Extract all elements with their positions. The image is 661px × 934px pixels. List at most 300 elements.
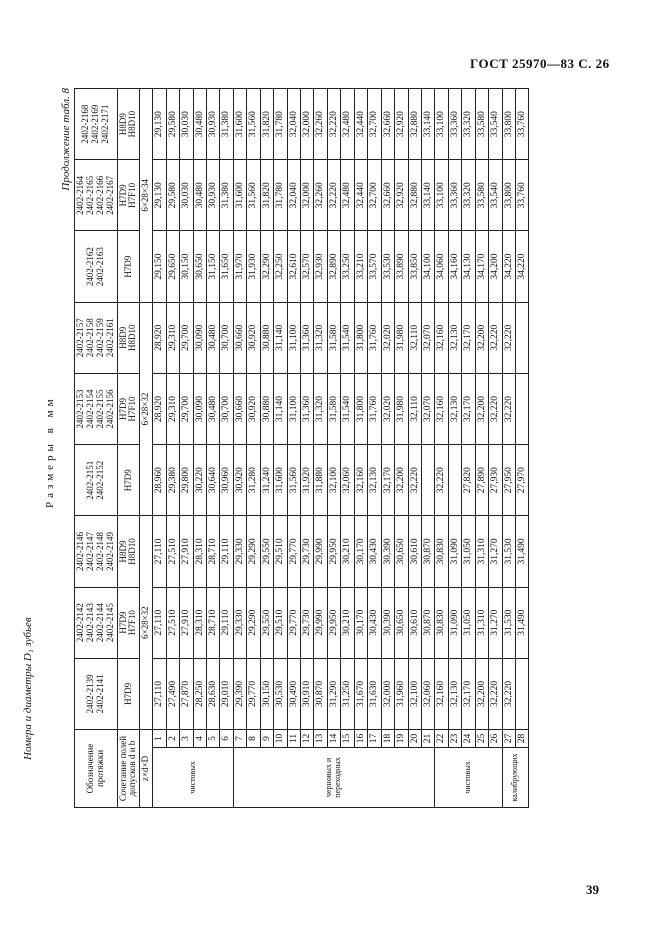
tooth-number: 24 — [462, 729, 475, 747]
tooth-number: 16 — [354, 729, 367, 747]
diameter-cell: 33,760 — [516, 160, 529, 231]
diameter-cell: 29,310 — [166, 302, 179, 373]
diameter-cell: 31,650 — [220, 231, 233, 302]
diameter-cell: 27,110 — [153, 658, 166, 729]
diameter-cell: 31,090 — [448, 587, 461, 658]
diameter-cell: 32,200 — [475, 302, 488, 373]
diameter-cell: 30,930 — [206, 160, 219, 231]
diameter-cell: 30,530 — [274, 658, 287, 729]
diameter-cell: 31,760 — [368, 373, 381, 444]
col-tol: H8D9 H8D10 — [117, 302, 140, 373]
diameter-cell: 32,020 — [381, 373, 394, 444]
diameter-cell: 29,130 — [153, 89, 166, 160]
diameter-cell: 31,050 — [462, 516, 475, 587]
table-row — [327, 89, 340, 808]
diameter-cell: 31,380 — [220, 89, 233, 160]
diameter-cell: 28,710 — [206, 516, 219, 587]
diameter-cell: 30,090 — [193, 302, 206, 373]
diameter-cell: 31,920 — [301, 445, 314, 516]
table-row — [381, 89, 394, 808]
diameter-cell: 29,700 — [180, 302, 193, 373]
diameter-cell: 28,710 — [206, 587, 219, 658]
diameter-cell: 30,220 — [193, 445, 206, 516]
tooth-number: 17 — [368, 729, 381, 747]
diameter-cell: 30,960 — [220, 445, 233, 516]
col-codes: 2402-2139 2402-2141 — [75, 658, 118, 729]
diameter-cell: 27,510 — [166, 587, 179, 658]
diameter-cell: 31,140 — [274, 373, 287, 444]
tooth-number: 10 — [274, 729, 287, 747]
table-row — [408, 89, 421, 808]
diameter-cell: 27,490 — [166, 658, 179, 729]
diameter-cell: 30,660 — [233, 302, 246, 373]
col-codes: 2402-2168 2402-2169 2402-2171 — [75, 89, 118, 160]
diameter-cell: 32,610 — [287, 231, 300, 302]
tooth-number: 14 — [327, 729, 340, 747]
table-row — [233, 89, 246, 808]
col-tol: H8D9 H8D10 — [117, 516, 140, 587]
tooth-number: 13 — [314, 729, 327, 747]
diameter-cell: 31,140 — [274, 302, 287, 373]
tooth-number: 12 — [301, 729, 314, 747]
diameter-cell: 34,160 — [448, 231, 461, 302]
diameter-cell: 31,560 — [287, 445, 300, 516]
tooth-number: 19 — [395, 729, 408, 747]
diameter-cell: 31,360 — [301, 302, 314, 373]
diameter-cell: 30,170 — [354, 516, 367, 587]
table-row — [502, 89, 515, 808]
rotated-table-wrapper — [44, 88, 580, 808]
designation-header: Обозначение протяжки — [75, 729, 118, 807]
diameter-cell: 33,140 — [421, 160, 434, 231]
diameter-cell: 32,200 — [475, 658, 488, 729]
diameter-cell: 31,360 — [301, 373, 314, 444]
diameter-cell: 27,970 — [516, 445, 529, 516]
diameter-cell: 27,110 — [153, 587, 166, 658]
table-row — [421, 89, 434, 808]
diameter-cell: 31,310 — [475, 587, 488, 658]
col-tol: H7D9 — [117, 445, 140, 516]
diameter-cell: 32,220 — [408, 445, 421, 516]
diameter-cell: 29,580 — [166, 89, 179, 160]
table-row — [435, 89, 448, 808]
diameter-cell: 30,930 — [206, 89, 219, 160]
diameter-cell: 30,610 — [408, 587, 421, 658]
diameter-cell: 27,820 — [462, 445, 475, 516]
diameter-cell: 33,570 — [368, 231, 381, 302]
table-row — [489, 89, 502, 808]
diameter-cell: 32,880 — [408, 89, 421, 160]
diameter-cell: 30,830 — [435, 587, 448, 658]
diameter-cell: 31,800 — [354, 302, 367, 373]
table-row — [516, 89, 529, 808]
diameter-cell: 32,040 — [287, 160, 300, 231]
diameter-cell: 28,250 — [193, 658, 206, 729]
diameter-cell: 27,110 — [153, 516, 166, 587]
diameter-cell: 29,770 — [247, 658, 260, 729]
diameter-cell: 29,510 — [274, 516, 287, 587]
diameter-cell: 30,480 — [206, 373, 219, 444]
diameter-cell: 32,220 — [489, 373, 502, 444]
diameter-cell: 30,390 — [381, 587, 394, 658]
table-row — [475, 89, 488, 808]
col-tol: H8D9 H8D10 — [117, 89, 140, 160]
diameter-cell: 29,110 — [220, 587, 233, 658]
page-header: ГОСТ 25970—83 С. 26 — [470, 56, 610, 71]
table-row — [193, 89, 206, 808]
diameter-cell: 29,330 — [233, 516, 246, 587]
diameter-cell: 30,920 — [247, 302, 260, 373]
diameter-cell: 33,580 — [475, 89, 488, 160]
diameter-cell: 30,390 — [381, 516, 394, 587]
diameter-cell: 31,800 — [354, 373, 367, 444]
diameter-cell: 32,930 — [314, 231, 327, 302]
diameter-cell: 31,320 — [314, 373, 327, 444]
diameter-cell: 29,580 — [166, 160, 179, 231]
diameter-cell: 31,560 — [247, 89, 260, 160]
table-row — [395, 89, 408, 808]
col-codes: 2402-2157 2402-2158 2402-2159 2402-2161 — [75, 302, 118, 373]
table-row — [220, 89, 233, 808]
diameter-cell: 27,930 — [489, 445, 502, 516]
diameter-cell: 29,310 — [166, 373, 179, 444]
diameter-cell: 32,260 — [314, 160, 327, 231]
diameter-cell: 31,540 — [341, 302, 354, 373]
diameter-cell: 32,880 — [408, 160, 421, 231]
diameter-cell: 32,440 — [354, 160, 367, 231]
diameter-cell: 32,570 — [301, 231, 314, 302]
diameter-cell: 31,540 — [341, 373, 354, 444]
tooth-number: 1 — [153, 729, 166, 747]
diameter-cell: 29,550 — [260, 516, 273, 587]
tooth-number: 18 — [381, 729, 394, 747]
diameter-cell: 31,290 — [327, 658, 340, 729]
diameter-cell: 31,270 — [489, 587, 502, 658]
diameter-cell: 31,050 — [462, 587, 475, 658]
diameter-cell: 28,920 — [153, 302, 166, 373]
diameter-cell: 32,920 — [395, 160, 408, 231]
diameter-cell: 31,100 — [287, 373, 300, 444]
size-group-2: 6×28×32 — [140, 302, 153, 516]
diameter-cell: 33,210 — [354, 231, 367, 302]
diameter-cell: 30,870 — [421, 587, 434, 658]
diameter-cell: 32,220 — [502, 373, 515, 444]
col-codes: 2402-2164 2402-2165 2402-2166 2402-2167 — [75, 160, 118, 231]
col-tol: H7D9 H7F10 — [117, 587, 140, 658]
col-tol: H7D9 H7F10 — [117, 160, 140, 231]
diameter-cell: 30,910 — [301, 658, 314, 729]
diameter-cell: 32,920 — [395, 89, 408, 160]
diameter-cell: 32,130 — [448, 302, 461, 373]
diameter-cell: 32,290 — [260, 231, 273, 302]
diameter-cell: 34,100 — [421, 231, 434, 302]
diameter-cell: 31,580 — [327, 373, 340, 444]
table-row — [166, 89, 179, 808]
table-row — [354, 89, 367, 808]
diameter-cell: 30,210 — [341, 587, 354, 658]
diameter-cell: 31,530 — [502, 587, 515, 658]
diameter-cell: 32,130 — [448, 658, 461, 729]
diameter-cell: 30,430 — [368, 516, 381, 587]
diameter-cell: 29,730 — [301, 516, 314, 587]
diameter-cell: 29,550 — [260, 587, 273, 658]
diameter-cell: 31,600 — [233, 89, 246, 160]
diameter-cell: 32,100 — [327, 445, 340, 516]
diameter-cell: 31,780 — [274, 160, 287, 231]
diameter-cell: 32,260 — [314, 89, 327, 160]
diameter-cell: 27,870 — [180, 658, 193, 729]
table-row — [368, 89, 381, 808]
diameter-cell: 31,490 — [516, 587, 529, 658]
tooth-number: 4 — [193, 729, 206, 747]
diameter-cell: 32,170 — [381, 445, 394, 516]
diameter-cell: 34,130 — [462, 231, 475, 302]
diameter-cell: 32,700 — [368, 89, 381, 160]
diameter-cell: 31,600 — [233, 160, 246, 231]
diameter-cell: 33,360 — [448, 89, 461, 160]
diameter-cell: 28,310 — [193, 587, 206, 658]
diameter-cell: 34,060 — [435, 231, 448, 302]
diameter-cell: 34,220 — [516, 231, 529, 302]
diameter-cell: 30,880 — [260, 302, 273, 373]
diameter-cell: 32,130 — [368, 445, 381, 516]
tooth-number: 2 — [166, 729, 179, 747]
diameter-cell: 31,980 — [395, 373, 408, 444]
tooth-number: 27 — [502, 729, 515, 747]
diameter-cell: 30,700 — [220, 373, 233, 444]
col-codes: 2402-2162 2402-2163 — [75, 231, 118, 302]
diameter-cell: 31,150 — [206, 231, 219, 302]
diameter-cell: 29,510 — [274, 587, 287, 658]
diameter-cell: 33,540 — [489, 89, 502, 160]
diameter-cell: 27,910 — [180, 587, 193, 658]
diameter-cell: 31,490 — [516, 516, 529, 587]
row-group-label: чистовых — [153, 748, 234, 808]
spec-table — [74, 88, 529, 808]
tooth-number: 3 — [180, 729, 193, 747]
diameter-cell: 33,100 — [435, 160, 448, 231]
diameter-cell: 30,480 — [193, 160, 206, 231]
diameter-cell: 29,650 — [166, 231, 179, 302]
diameter-cell: 31,090 — [448, 516, 461, 587]
tooth-number: 7 — [233, 729, 246, 747]
diameter-cell: 32,220 — [435, 445, 448, 516]
tooth-number: 26 — [489, 729, 502, 747]
diameter-cell: 32,890 — [327, 231, 340, 302]
diameter-cell: 32,200 — [475, 373, 488, 444]
diameter-cell: 31,380 — [220, 160, 233, 231]
diameter-cell: 31,960 — [395, 658, 408, 729]
diameter-cell: 30,090 — [193, 373, 206, 444]
tooth-number: 21 — [421, 729, 434, 747]
diameter-cell: 27,910 — [180, 516, 193, 587]
tooth-number: 6 — [220, 729, 233, 747]
tooth-number: 25 — [475, 729, 488, 747]
diameter-cell: 27,890 — [475, 445, 488, 516]
diameter-cell: 29,950 — [327, 516, 340, 587]
diameter-cell: 30,650 — [395, 587, 408, 658]
tooth-number: 8 — [247, 729, 260, 747]
diameter-cell: 32,110 — [408, 302, 421, 373]
diameter-cell: 32,000 — [301, 89, 314, 160]
diameter-cell: 32,160 — [435, 373, 448, 444]
row-group-label: калибрующих — [502, 748, 529, 808]
continuation-label: Продолжение табл. 8 — [60, 88, 72, 191]
diameter-cell: 33,580 — [475, 160, 488, 231]
diameter-cell: 33,320 — [462, 89, 475, 160]
diameter-cell: 31,270 — [489, 516, 502, 587]
table-row — [301, 89, 314, 808]
diameter-cell: 32,170 — [462, 658, 475, 729]
diameter-cell: 32,110 — [408, 373, 421, 444]
diameter-cell: 33,360 — [448, 160, 461, 231]
tooth-number: 9 — [260, 729, 273, 747]
col-codes: 2402-2146 2402-2147 2402-2148 2402-2149 — [75, 516, 118, 587]
table-row — [260, 89, 273, 808]
diameter-cell: 29,990 — [314, 587, 327, 658]
diameter-cell: 32,220 — [502, 658, 515, 729]
diameter-cell: 31,530 — [502, 516, 515, 587]
diameter-cell: 31,310 — [475, 516, 488, 587]
diameter-cell: 31,100 — [287, 302, 300, 373]
tolerance-header: Сочетание полей допусков d и b — [117, 729, 140, 807]
diameter-cell: 32,220 — [327, 160, 340, 231]
diameter-cell: 32,660 — [381, 160, 394, 231]
col-tol: H7D9 — [117, 231, 140, 302]
diameter-cell: 33,800 — [502, 160, 515, 231]
diameter-cell: 32,000 — [381, 658, 394, 729]
diameter-cell: 32,440 — [354, 89, 367, 160]
diameter-cell: 31,880 — [314, 445, 327, 516]
diameter-cell: 30,610 — [408, 516, 421, 587]
diameter-cell: 33,320 — [462, 160, 475, 231]
diameter-cell: 30,650 — [395, 516, 408, 587]
diameter-cell: 28,920 — [153, 373, 166, 444]
left-caption: Номера и диаметры D₁ зубьев — [22, 617, 34, 760]
diameter-cell — [516, 373, 529, 444]
diameter-cell: 32,480 — [341, 160, 354, 231]
zxdxd-header: z×d×D — [140, 729, 153, 807]
diameter-cell: 30,660 — [233, 373, 246, 444]
table-body — [153, 89, 529, 808]
diameter-cell: 30,170 — [354, 587, 367, 658]
diameter-cell: 29,800 — [180, 445, 193, 516]
diameter-cell: 31,820 — [260, 160, 273, 231]
diameter-cell: 32,220 — [489, 658, 502, 729]
diameter-cell: 32,040 — [287, 89, 300, 160]
diameter-cell: 31,580 — [327, 302, 340, 373]
diameter-cell: 30,480 — [206, 302, 219, 373]
diameter-cell: 29,770 — [287, 516, 300, 587]
diameter-cell: 31,970 — [233, 231, 246, 302]
diameter-cell: 32,070 — [421, 302, 434, 373]
diameter-cell — [421, 445, 434, 516]
diameter-cell: 29,010 — [220, 658, 233, 729]
diameter-cell: 28,630 — [206, 658, 219, 729]
diameter-cell: 30,880 — [260, 373, 273, 444]
diameter-cell: 30,700 — [220, 302, 233, 373]
diameter-cell: 29,700 — [180, 373, 193, 444]
table-row — [314, 89, 327, 808]
diameter-cell: 33,540 — [489, 160, 502, 231]
diameter-cell: 34,170 — [475, 231, 488, 302]
diameter-cell: 32,100 — [408, 658, 421, 729]
diameter-cell: 33,100 — [435, 89, 448, 160]
diameter-cell: 32,700 — [368, 160, 381, 231]
diameter-cell: 32,220 — [327, 89, 340, 160]
page-number: 39 — [586, 882, 599, 897]
diameter-cell: 30,830 — [435, 516, 448, 587]
diameter-cell: 31,980 — [395, 302, 408, 373]
diameter-cell — [516, 302, 529, 373]
diameter-cell: 31,280 — [247, 445, 260, 516]
diameter-cell: 32,170 — [462, 302, 475, 373]
tooth-number: 11 — [287, 729, 300, 747]
diameter-cell: 30,210 — [341, 516, 354, 587]
table-row — [206, 89, 219, 808]
diameter-cell: 29,290 — [247, 516, 260, 587]
diameter-cell: 32,220 — [489, 302, 502, 373]
diameter-cell: 33,250 — [341, 231, 354, 302]
size-group-3: 6×28×34 — [140, 89, 153, 303]
tooth-number: 20 — [408, 729, 421, 747]
diameter-cell: 28,960 — [153, 445, 166, 516]
diameter-cell: 32,660 — [381, 89, 394, 160]
diameter-cell: 30,920 — [247, 373, 260, 444]
diameter-cell: 32,250 — [274, 231, 287, 302]
diameter-cell: 27,950 — [502, 445, 515, 516]
table-row — [287, 89, 300, 808]
table-row — [341, 89, 354, 808]
table-row — [274, 89, 287, 808]
diameter-cell: 31,670 — [354, 658, 367, 729]
diameter-cell: 29,770 — [287, 587, 300, 658]
diameter-cell: 30,480 — [193, 89, 206, 160]
diameter-cell: 30,640 — [206, 445, 219, 516]
diameter-cell: 29,390 — [233, 658, 246, 729]
diameter-cell: 31,250 — [341, 658, 354, 729]
diameter-cell: 31,760 — [368, 302, 381, 373]
diameter-cell: 30,030 — [180, 160, 193, 231]
diameter-cell: 32,220 — [502, 302, 515, 373]
diameter-cell: 32,000 — [301, 160, 314, 231]
col-codes: 2402-2153 2402-2154 2402-2155 2402-2156 — [75, 373, 118, 444]
diameter-cell: 33,530 — [381, 231, 394, 302]
diameter-cell: 29,950 — [327, 587, 340, 658]
diameter-cell: 32,480 — [341, 89, 354, 160]
table-row — [247, 89, 260, 808]
diameter-cell: 31,780 — [274, 89, 287, 160]
diameter-cell: 27,510 — [166, 516, 179, 587]
diameter-cell: 34,220 — [502, 231, 515, 302]
diameter-cell: 33,140 — [421, 89, 434, 160]
diameter-cell: 30,150 — [260, 658, 273, 729]
col-tol: H7D9 — [117, 658, 140, 729]
diameter-cell: 31,560 — [247, 160, 260, 231]
diameter-cell — [448, 445, 461, 516]
diameter-cell: 32,020 — [381, 302, 394, 373]
tooth-number: 22 — [435, 729, 448, 747]
diameter-cell: 29,150 — [153, 231, 166, 302]
row-group-label: черновых и переходных — [233, 748, 435, 808]
diameter-cell: 34,200 — [489, 231, 502, 302]
diameter-cell: 31,630 — [368, 658, 381, 729]
diameter-cell: 32,060 — [421, 658, 434, 729]
diameter-cell: 32,170 — [462, 373, 475, 444]
table-row — [462, 89, 475, 808]
diameter-cell: 29,110 — [220, 516, 233, 587]
diameter-cell: 29,130 — [153, 160, 166, 231]
